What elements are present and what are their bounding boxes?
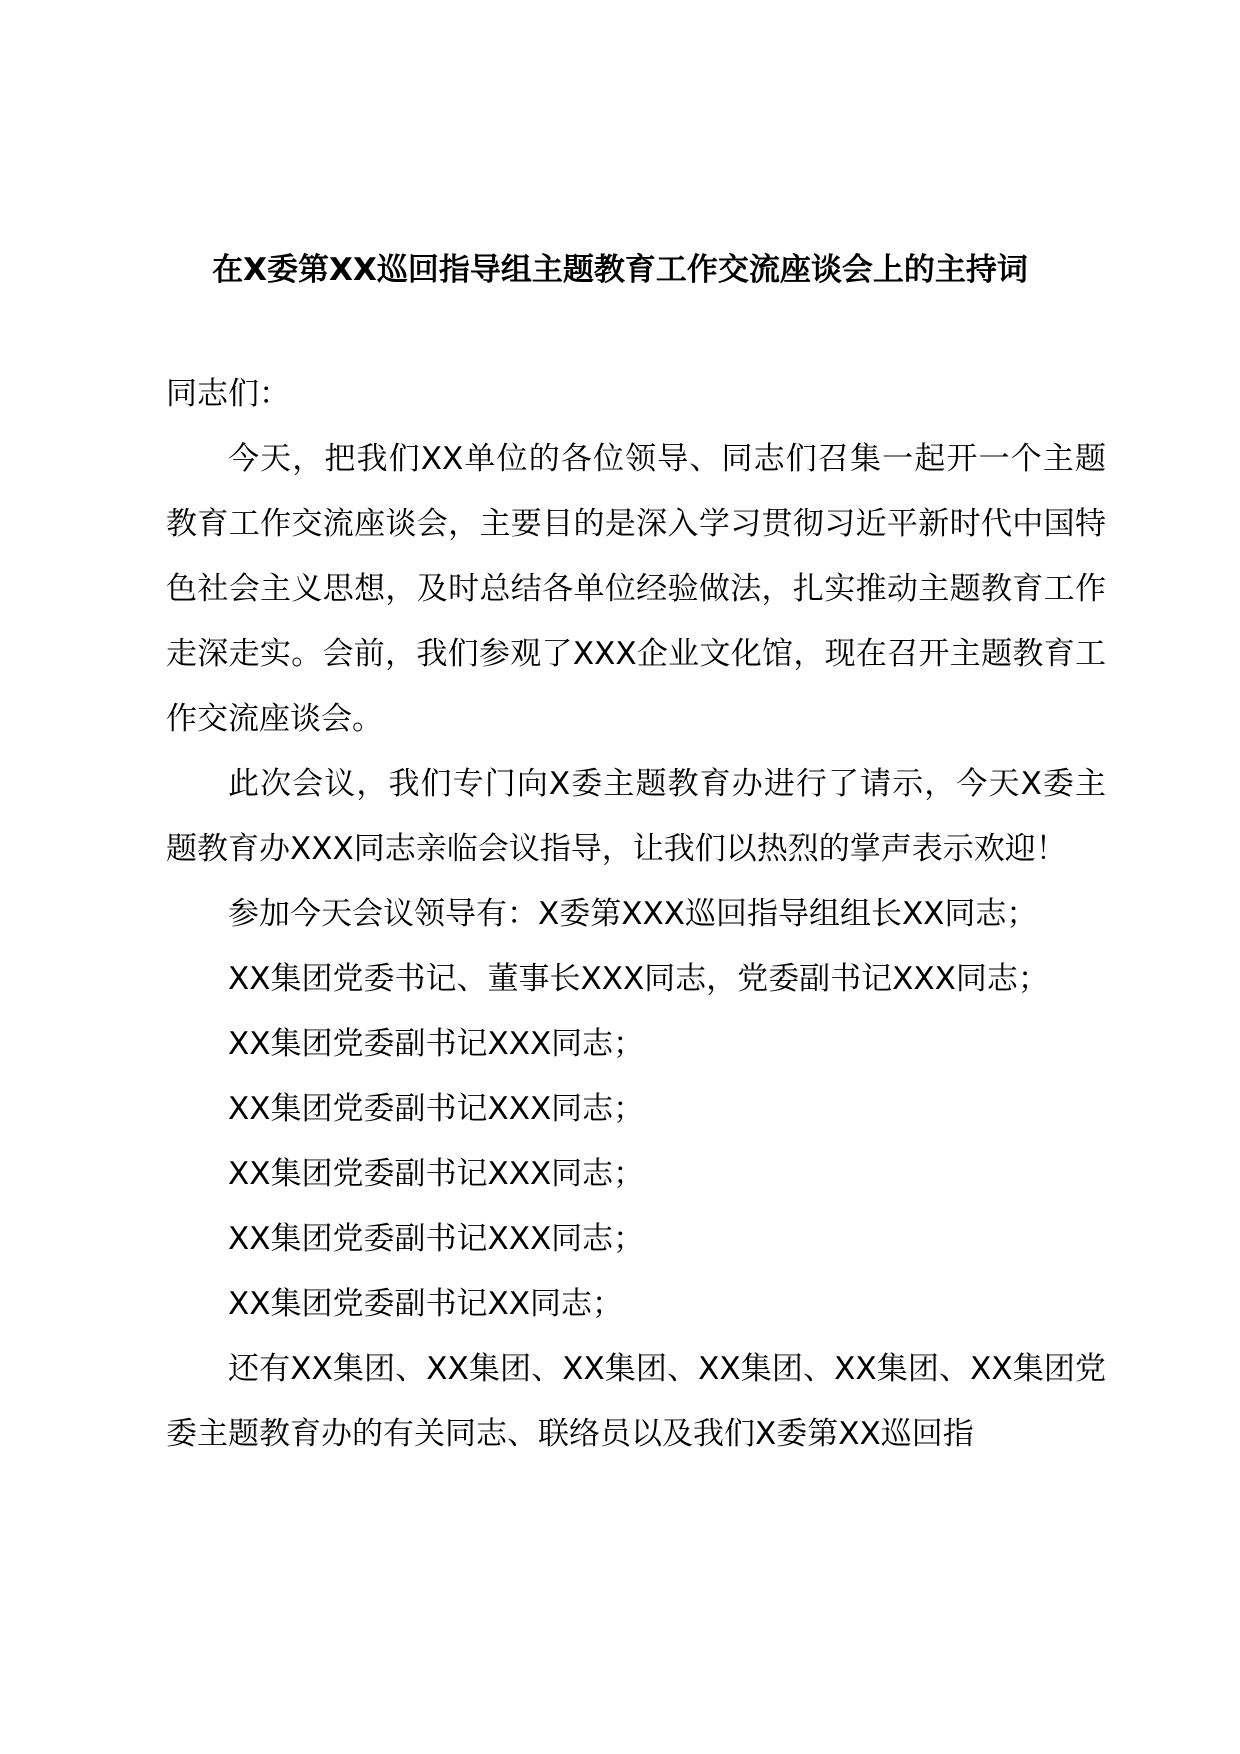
attendee-line: XX集团党委副书记XXX同志； [228, 1156, 645, 1192]
salutation: 同志们： [166, 376, 290, 412]
attendees-intro: 参加今天会议领导有：X委第XXX巡回指导组组长XX同志； [228, 896, 1038, 932]
attendee-line: XX集团党委副书记XXX同志； [228, 1026, 645, 1062]
document-body [166, 362, 1106, 1467]
paragraph-closing: 还有XX集团、XX集团、XX集团、XX集团、XX集团、XX集团党委主题教育办的有关同志、联络员以及我们X委第XX巡回指 [166, 1351, 1106, 1452]
paragraph-welcome: 此次会议，我们专门向X委主题教育办进行了请示，今天X委主题教育办XXX同志亲临会议指导，让我们以热烈的掌声表示欢迎！ [166, 766, 1106, 867]
paragraph-opening: 今天，把我们XX单位的各位领导、同志们召集一起开一个主题教育工作交流座谈会，主要目的是深入学习贯彻习近平新时代中国特色社会主义思想，及时总结各单位经验做法，扎实推动主题教育工作走深走实。会前，我们参观了XXX企业文化馆，现在召开主题教育工作交流座谈会。 [166, 441, 1106, 737]
attendee-line: XX集团党委副书记XX同志； [228, 1286, 623, 1322]
attendee-line: XX集团党委书记、董事长XXX同志，党委副书记XXX同志； [228, 961, 1049, 997]
attendee-line: XX集团党委副书记XXX同志； [228, 1221, 645, 1257]
attendee-line: XX集团党委副书记XXX同志； [228, 1091, 645, 1127]
document-title: 在X委第XX巡回指导组主题教育工作交流座谈会上的主持词 [212, 252, 1028, 288]
